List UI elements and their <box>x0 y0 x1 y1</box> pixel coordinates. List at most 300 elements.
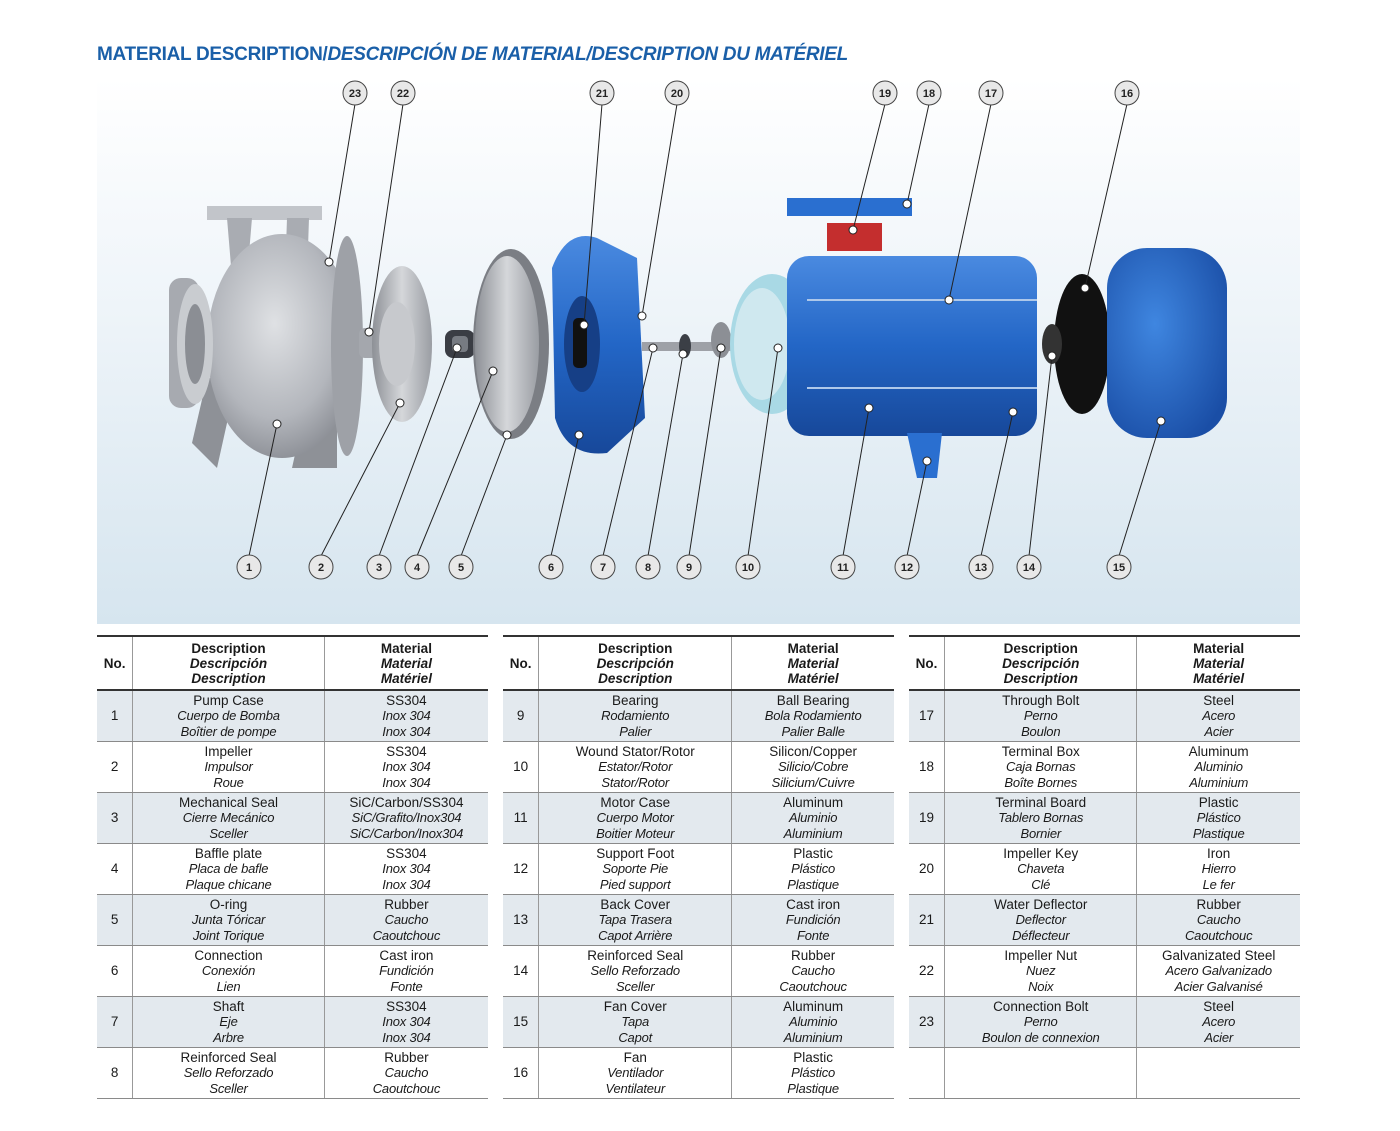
part-material <box>732 946 894 997</box>
svg-text:9: 9 <box>685 562 693 574</box>
header-material-es: Material <box>380 655 432 671</box>
header-description-fr: Description <box>1003 670 1078 686</box>
table-row <box>503 690 894 742</box>
svg-text:10: 10 <box>741 562 755 574</box>
callout-16 <box>1115 81 1139 105</box>
description-en: Reinforced Seal <box>587 947 684 963</box>
description-es: Impulsor <box>204 759 253 775</box>
svg-text:22: 22 <box>396 88 410 100</box>
description-fr: Déflecteur <box>1012 927 1070 943</box>
material-fr: Plastique <box>787 876 839 892</box>
description-es: Tapa Trasera <box>598 912 672 928</box>
header-description <box>945 636 1137 690</box>
material-fr: Caoutchouc <box>1184 927 1253 943</box>
part-material <box>324 895 488 946</box>
table-header-row <box>503 636 894 690</box>
material-fr: Inox 304 <box>382 774 431 790</box>
description-en: Impeller Key <box>1003 845 1079 861</box>
callout-17 <box>979 81 1003 105</box>
svg-text:3: 3 <box>375 562 383 574</box>
table-row <box>503 742 894 793</box>
material-en: Rubber <box>1196 896 1241 912</box>
svg-text:14: 14 <box>1022 562 1036 574</box>
part-number: 21 <box>909 895 945 946</box>
description-fr: Lien <box>216 978 241 994</box>
description-es: Nuez <box>1025 963 1056 979</box>
description-es: Tablero Bornas <box>998 810 1084 826</box>
description-es: Sello Reforzado <box>590 963 680 979</box>
header-material <box>1137 636 1300 690</box>
part-number: 4 <box>97 844 133 895</box>
part-material <box>324 1048 488 1099</box>
header-material-es: Material <box>1193 655 1245 671</box>
header-description <box>133 636 325 690</box>
svg-text:12: 12 <box>900 562 914 574</box>
description-fr: Palier <box>619 723 652 739</box>
callout-21 <box>590 81 614 105</box>
description-fr: Boulon <box>1021 723 1061 739</box>
description-en: Connection <box>194 947 263 963</box>
table-row <box>503 946 894 997</box>
table-row <box>97 1048 488 1099</box>
description-en: Reinforced Seal <box>180 1049 277 1065</box>
description-es: Chaveta <box>1017 861 1065 877</box>
material-fr: Palier Balle <box>781 723 845 739</box>
material-fr: Aluminium <box>783 1029 843 1045</box>
part-description <box>539 946 732 997</box>
material-es: Plástico <box>791 1065 836 1081</box>
material-fr: Inox 304 <box>382 723 431 739</box>
description-en: Motor Case <box>600 794 671 810</box>
part-number: 23 <box>909 997 945 1048</box>
material-fr: Fonte <box>797 927 830 943</box>
material-en: Iron <box>1207 845 1231 861</box>
header-description-es: Descripción <box>1002 655 1080 671</box>
description-es: Cuerpo Motor <box>596 810 674 826</box>
table-row <box>97 895 488 946</box>
exploded-pump-diagram <box>97 78 1300 624</box>
material-fr: Plastique <box>787 1080 839 1096</box>
table-row <box>503 793 894 844</box>
part-material <box>1137 793 1300 844</box>
material-en: Aluminum <box>783 998 844 1014</box>
table-row <box>909 742 1300 793</box>
description-fr: Boîtier de pompe <box>180 723 277 739</box>
part-number: 16 <box>503 1048 539 1099</box>
description-en: Impeller Nut <box>1004 947 1078 963</box>
description-en: Water Deflector <box>994 896 1088 912</box>
description-fr: Noix <box>1028 978 1054 994</box>
material-es: Hierro <box>1201 861 1236 877</box>
connection-illustration <box>552 236 645 454</box>
table-row <box>503 1048 894 1099</box>
material-en: SS304 <box>386 998 427 1014</box>
part-material <box>1137 946 1300 997</box>
description-fr: Boitier Moteur <box>596 825 675 841</box>
svg-text:19: 19 <box>878 88 892 100</box>
part-material <box>1137 895 1300 946</box>
description-es: Deflector <box>1015 912 1066 928</box>
description-es: Conexión <box>201 963 256 979</box>
description-es: Rodamiento <box>601 708 670 724</box>
description-fr: Roue <box>213 774 244 790</box>
part-material <box>732 895 894 946</box>
description-en: Wound Stator/Rotor <box>575 743 695 759</box>
description-fr: Pied support <box>599 876 671 892</box>
header-material-fr: Matériel <box>787 670 839 686</box>
part-number: 3 <box>97 793 133 844</box>
table-header-row <box>909 636 1300 690</box>
svg-text:5: 5 <box>457 562 465 574</box>
material-es: Fundición <box>785 912 841 928</box>
part-number: 8 <box>97 1048 133 1099</box>
table-header-row <box>97 636 488 690</box>
part-description <box>133 844 325 895</box>
fan-cover-illustration <box>1107 248 1227 438</box>
svg-text:18: 18 <box>922 88 936 100</box>
table-row <box>97 946 488 997</box>
material-es: Bola Rodamiento <box>764 708 862 724</box>
table-row <box>97 997 488 1048</box>
svg-text:23: 23 <box>348 88 362 100</box>
description-fr: Arbre <box>213 1029 244 1045</box>
part-description <box>133 946 325 997</box>
callout-7 <box>591 555 615 579</box>
description-en: Baffle plate <box>194 845 263 861</box>
part-material <box>1137 742 1300 793</box>
material-fr: Inox 304 <box>382 1029 431 1045</box>
description-es: Perno <box>1023 708 1058 724</box>
header-description <box>539 636 732 690</box>
part-number: 13 <box>503 895 539 946</box>
material-es: Aluminio <box>1194 759 1243 775</box>
description-fr: Boîte Bornes <box>1004 774 1078 790</box>
part-number: 2 <box>97 742 133 793</box>
header-description-en: Description <box>1003 640 1078 656</box>
part-material <box>1137 690 1300 742</box>
material-fr: Acier Galvanisé <box>1174 978 1263 994</box>
material-en: Cast iron <box>786 896 841 912</box>
callout-12 <box>895 555 919 579</box>
part-material <box>1137 997 1300 1048</box>
description-en: Bearing <box>611 692 659 708</box>
material-en: SS304 <box>386 845 427 861</box>
callout-1 <box>237 555 261 579</box>
material-es: Caucho <box>1196 912 1241 928</box>
material-es: Inox 304 <box>382 1014 431 1030</box>
header-material-es: Material <box>787 655 839 671</box>
callout-2 <box>309 555 333 579</box>
description-es: Caja Bornas <box>1006 759 1076 775</box>
description-en: Mechanical Seal <box>178 794 279 810</box>
part-material <box>732 690 894 742</box>
header-no: No. <box>503 636 539 690</box>
callout-23 <box>343 81 367 105</box>
callout-15 <box>1107 555 1131 579</box>
description-en: Pump Case <box>193 692 264 708</box>
material-en: Steel <box>1203 692 1235 708</box>
table-row <box>909 793 1300 844</box>
description-fr: Stator/Rotor <box>601 774 670 790</box>
material-es: Acero Galvanizado <box>1165 963 1272 979</box>
part-material <box>732 742 894 793</box>
part-number: 20 <box>909 844 945 895</box>
part-number: 10 <box>503 742 539 793</box>
part-description <box>945 946 1137 997</box>
svg-text:11: 11 <box>837 562 849 574</box>
header-description-fr: Description <box>191 670 266 686</box>
description-es: Perno <box>1023 1014 1058 1030</box>
header-material <box>732 636 894 690</box>
description-es: Placa de bafle <box>188 861 269 877</box>
material-en: SS304 <box>386 692 427 708</box>
material-en: Aluminum <box>783 794 844 810</box>
header-description-en: Description <box>598 640 673 656</box>
description-en: Back Cover <box>600 896 671 912</box>
part-description <box>539 844 732 895</box>
svg-text:7: 7 <box>599 562 607 574</box>
material-es: Acero <box>1202 1014 1236 1030</box>
header-material-en: Material <box>1193 640 1245 656</box>
part-description <box>945 844 1137 895</box>
material-fr: Caoutchouc <box>372 1080 441 1096</box>
part-material <box>1137 844 1300 895</box>
part-description <box>539 793 732 844</box>
table-row <box>909 844 1300 895</box>
part-description <box>945 997 1137 1048</box>
svg-text:8: 8 <box>644 562 652 574</box>
description-es: Ventilador <box>607 1065 664 1081</box>
svg-text:1: 1 <box>245 562 253 574</box>
part-description <box>539 997 732 1048</box>
svg-text:4: 4 <box>413 562 421 574</box>
header-material-en: Material <box>380 640 432 656</box>
part-description <box>539 690 732 742</box>
part-material <box>732 997 894 1048</box>
material-fr: Aluminium <box>1189 774 1249 790</box>
description-fr: Clé <box>1031 876 1051 892</box>
description-en: O-ring <box>209 896 248 912</box>
description-en: Connection Bolt <box>993 998 1089 1014</box>
material-es: Silicio/Cobre <box>777 759 849 775</box>
callout-18 <box>917 81 941 105</box>
description-fr: Ventilateur <box>605 1080 665 1096</box>
description-en: Fan Cover <box>603 998 667 1014</box>
header-no: No. <box>909 636 945 690</box>
callout-3 <box>367 555 391 579</box>
part-material <box>324 793 488 844</box>
material-en: Silicon/Copper <box>769 743 858 759</box>
material-fr: Aluminium <box>783 825 843 841</box>
header-description-en: Description <box>191 640 266 656</box>
part-material <box>732 793 894 844</box>
material-en: Aluminum <box>1188 743 1249 759</box>
part-description <box>133 690 325 742</box>
part-number: 15 <box>503 997 539 1048</box>
table-row <box>909 690 1300 742</box>
part-number: 12 <box>503 844 539 895</box>
svg-text:21: 21 <box>595 88 609 100</box>
svg-text:20: 20 <box>670 88 684 100</box>
description-es: Eje <box>219 1014 238 1030</box>
callout-14 <box>1017 555 1041 579</box>
description-es: Cuerpo de Bomba <box>177 708 280 724</box>
baffle-plate-illustration <box>473 249 549 439</box>
part-description <box>945 690 1137 742</box>
part-material <box>324 690 488 742</box>
parts-table-1 <box>97 635 488 1099</box>
material-en: Plastic <box>793 1049 833 1065</box>
material-en: Rubber <box>384 896 429 912</box>
header-material-fr: Matériel <box>1193 670 1245 686</box>
material-en: Ball Bearing <box>776 692 850 708</box>
mechanical-seal-illustration <box>445 330 475 358</box>
material-es: Inox 304 <box>382 861 431 877</box>
callout-20 <box>665 81 689 105</box>
material-fr: Fonte <box>390 978 423 994</box>
material-es: Fundición <box>379 963 434 979</box>
empty-cell <box>1137 1048 1300 1099</box>
svg-text:13: 13 <box>974 562 988 574</box>
part-material <box>324 742 488 793</box>
part-number: 9 <box>503 690 539 742</box>
svg-text:16: 16 <box>1120 88 1134 100</box>
material-es: Plástico <box>791 861 836 877</box>
table-row <box>909 895 1300 946</box>
table-row <box>97 742 488 793</box>
material-en: Rubber <box>790 947 836 963</box>
header-material-en: Material <box>787 640 839 656</box>
callout-9 <box>677 555 701 579</box>
table-row-empty <box>909 1048 1300 1099</box>
material-fr: Caoutchouc <box>372 927 441 943</box>
callout-13 <box>969 555 993 579</box>
part-description <box>539 1048 732 1099</box>
material-es: SiC/Grafito/Inox304 <box>351 810 462 826</box>
description-es: Estator/Rotor <box>598 759 673 775</box>
table-row <box>503 997 894 1048</box>
part-description <box>133 895 325 946</box>
empty-cell <box>909 1048 945 1099</box>
callout-11 <box>831 555 855 579</box>
part-number: 11 <box>503 793 539 844</box>
material-en: Plastic <box>793 845 833 861</box>
material-es: Caucho <box>791 963 835 979</box>
parts-table-3 <box>909 635 1300 1099</box>
callout-10 <box>736 555 760 579</box>
table-row <box>503 844 894 895</box>
parts-table-2 <box>503 635 894 1099</box>
material-fr: Le fer <box>1202 876 1235 892</box>
description-en: Through Bolt <box>1002 692 1080 708</box>
part-description <box>945 895 1137 946</box>
header-no: No. <box>97 636 133 690</box>
description-es: Cierre Mecánico <box>182 810 275 826</box>
material-es: Plástico <box>1196 810 1241 826</box>
part-description <box>539 895 732 946</box>
description-es: Junta Tóricar <box>191 912 266 928</box>
part-material <box>732 1048 894 1099</box>
empty-cell <box>945 1048 1137 1099</box>
table-row <box>909 946 1300 997</box>
material-en: SiC/Carbon/SS304 <box>349 794 464 810</box>
header-material-fr: Matériel <box>380 670 432 686</box>
description-en: Support Foot <box>596 845 675 861</box>
table-row <box>97 793 488 844</box>
part-description <box>945 793 1137 844</box>
part-material <box>732 844 894 895</box>
material-fr: Acier <box>1204 723 1233 739</box>
header-description-fr: Description <box>598 670 673 686</box>
part-description <box>539 742 732 793</box>
part-description <box>133 793 325 844</box>
description-fr: Sceller <box>209 1080 248 1096</box>
description-es: Sello Reforzado <box>183 1065 274 1081</box>
description-fr: Sceller <box>209 825 248 841</box>
material-es: Inox 304 <box>382 708 431 724</box>
part-description <box>133 1048 325 1099</box>
description-en: Terminal Box <box>1001 743 1080 759</box>
material-es: Caucho <box>384 1065 429 1081</box>
description-en: Shaft <box>212 998 245 1014</box>
svg-text:2: 2 <box>317 562 325 574</box>
material-fr: SiC/Carbon/Inox304 <box>349 825 464 841</box>
header-material <box>324 636 488 690</box>
part-material <box>324 844 488 895</box>
material-en: Rubber <box>384 1049 429 1065</box>
part-number: 19 <box>909 793 945 844</box>
material-es: Caucho <box>384 912 429 928</box>
description-fr: Boulon de connexion <box>981 1029 1100 1045</box>
material-en: Plastic <box>1198 794 1239 810</box>
svg-text:15: 15 <box>1112 562 1126 574</box>
description-fr: Bornier <box>1020 825 1061 841</box>
material-en: SS304 <box>386 743 427 759</box>
callout-22 <box>391 81 415 105</box>
description-fr: Capot <box>618 1029 653 1045</box>
callout-6 <box>539 555 563 579</box>
material-fr: Caoutchouc <box>779 978 847 994</box>
part-description <box>945 742 1137 793</box>
part-number: 18 <box>909 742 945 793</box>
material-es: Acero <box>1202 708 1236 724</box>
part-material <box>324 997 488 1048</box>
part-description <box>133 742 325 793</box>
svg-text:17: 17 <box>984 88 998 100</box>
material-en: Cast iron <box>379 947 434 963</box>
table-row <box>97 844 488 895</box>
part-description <box>133 997 325 1048</box>
table-row <box>97 690 488 742</box>
material-es: Aluminio <box>788 810 838 826</box>
page-title: MATERIAL DESCRIPTION/DESCRIPCIÓN DE MATERIAL/DESCRIPTION DU MATÉRIEL <box>97 44 848 65</box>
material-en: Steel <box>1203 998 1235 1014</box>
material-fr: Inox 304 <box>382 876 431 892</box>
part-number: 17 <box>909 690 945 742</box>
material-es: Inox 304 <box>382 759 431 775</box>
description-fr: Sceller <box>616 978 655 994</box>
material-fr: Plastique <box>1192 825 1245 841</box>
description-fr: Joint Torique <box>192 927 265 943</box>
description-es: Soporte Pie <box>602 861 669 877</box>
material-fr: Acier <box>1204 1029 1233 1045</box>
material-fr: Silicium/Cuivre <box>771 774 855 790</box>
description-en: Terminal Board <box>995 794 1087 810</box>
part-number: 14 <box>503 946 539 997</box>
part-material <box>324 946 488 997</box>
svg-text:6: 6 <box>547 562 555 574</box>
part-number: 22 <box>909 946 945 997</box>
